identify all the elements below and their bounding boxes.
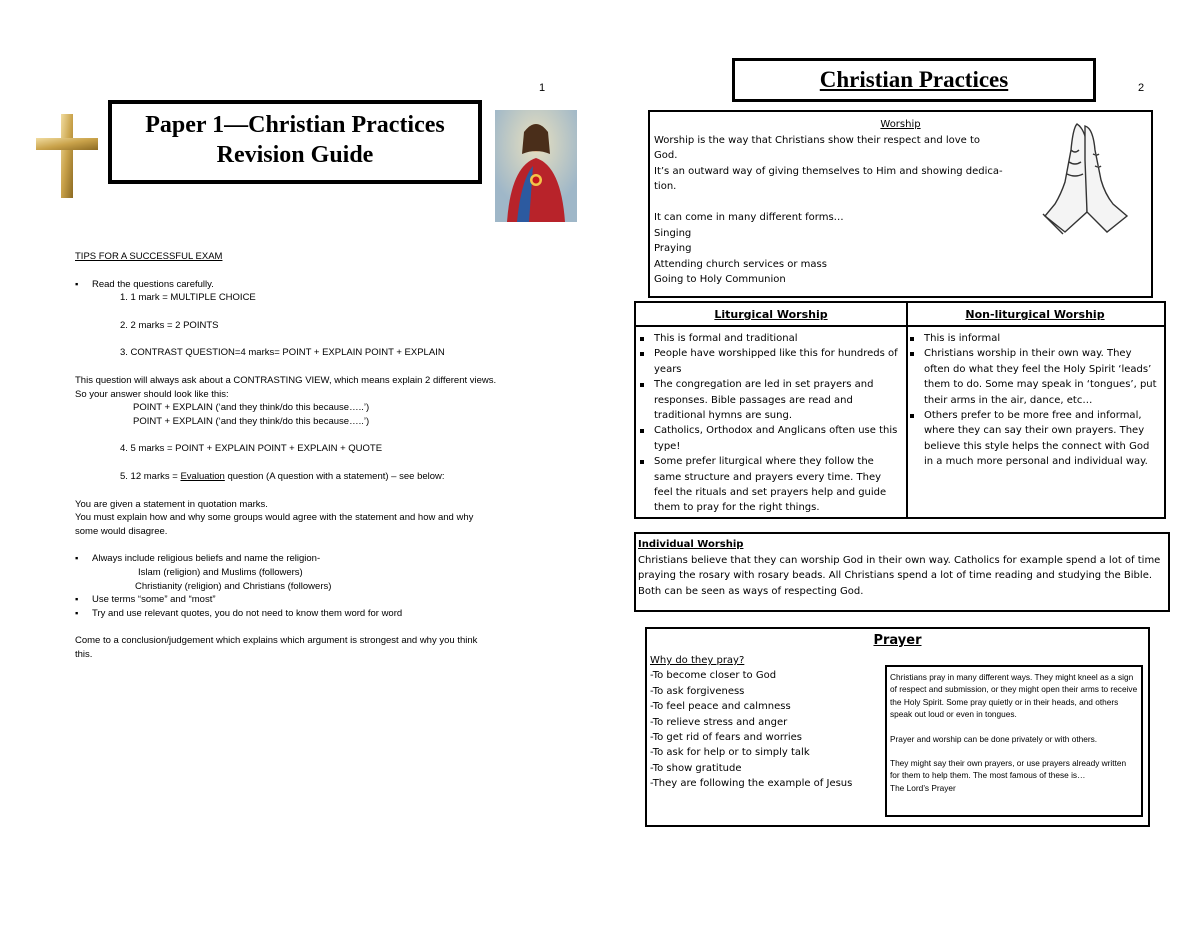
prayer-info-paragraph: The Lord’s Prayer xyxy=(890,782,956,793)
tips-heading: TIPS FOR A SUCCESSFUL EXAM xyxy=(75,251,223,262)
worship-line: It can come in many different forms… xyxy=(654,212,844,223)
list-item: This is formal and traditional xyxy=(654,331,902,346)
worship-line: tion. xyxy=(654,181,677,192)
worship-line: Attending church services or mass xyxy=(654,258,827,270)
tip-item-5: 5. 12 marks = Evaluation question (A question with a statement) – see below: xyxy=(120,470,445,482)
islam-line: Islam (religion) and Muslims (followers) xyxy=(138,566,303,578)
statement-line: You are given a statement in quotation marks. xyxy=(75,498,268,510)
contrast-example-2: POINT + EXPLAIN (‘and they think/do this because…..’) xyxy=(133,415,370,427)
exam-tips: TIPS FOR A SUCCESSFUL EXAM ▪ Read the questions carefully. 1. 1 mark = MULTIPLE CHOICE 2. 2 marks = 2 POINTS 3. CONTRAST QUESTION=4 marks= POINT + EXPLAIN POINT + EXPLAIN This question will always ask about a CONTRASTING VIEW, which means explain 2 different views. So your answer should look like this: POINT + EXPLAIN (‘and they think/do this because…..’) POINT + EXPLAIN (‘and they think/do this because…..’) 4. 5 marks = POINT + EXPLAIN POINT + EXPLAIN + QUOTE 5. 12 marks = Evaluation question (A question with a statement) – see below: You are given a statement in quotation marks. You must explain how and why some groups would agree with the statement and how and why some would disagree. ▪ Always include religious beliefs and name the religion- Islam (religion) and Muslims (followers) Christianity (religion) and Christians (followers) ▪ Use terms “some” and “most” ▪ Try and use relevant quotes, you do not need to know them word for word Come to a conclusion/judgement which explains which argument is strongest and why you think this. xyxy=(75,250,545,661)
list-item: Some prefer liturgical where they follow the same structure and prayers every time. They feel the rituals and set prayers help and guide them to pray for the right things. xyxy=(654,454,902,516)
christian-practices-title-box xyxy=(732,58,1096,102)
tip-terms: Use terms “some” and “most” xyxy=(92,594,216,606)
title-box xyxy=(108,100,482,184)
prayer-info-paragraph: Christians pray in many different ways. They might kneel as a sign of respect and submission, or they might open their arms to receive the Holy Spirit. Some pray quietly or in their heads, and others speak out loud or even in tongues. xyxy=(890,672,1138,720)
list-item: -To ask forgiveness xyxy=(650,685,745,697)
worship-line: God. xyxy=(654,150,678,161)
prayer-info-paragraph: They might say their own prayers, or use prayers already written for them to help them. The most famous of these is… xyxy=(890,758,1127,781)
prayer-box xyxy=(645,627,1150,827)
tip-quotes: Try and use relevant quotes, you do not need to know them word for word xyxy=(92,607,403,619)
prayer-info-box xyxy=(885,665,1143,817)
list-item: The congregation are led in set prayers and responses. Bible passages are read and traditional hymns are sung. xyxy=(654,377,902,423)
liturgical-list xyxy=(636,331,902,516)
title-line-2: Revision Guide xyxy=(216,142,374,168)
explain-line-1: You must explain how and why some groups would agree with the statement and how and why xyxy=(75,512,474,524)
title-line-1: Paper 1—Christian Practices xyxy=(145,112,445,138)
christianity-line: Christianity (religion) and Christians (followers) xyxy=(135,580,332,592)
tip-item-4: 4. 5 marks = POINT + EXPLAIN POINT + EXPLAIN + QUOTE xyxy=(120,443,383,455)
list-item: Catholics, Orthodox and Anglicans often use this type! xyxy=(654,423,902,454)
jesus-image xyxy=(495,110,577,222)
tip-item-3: 3. CONTRAST QUESTION=4 marks= POINT + EXPLAIN POINT + EXPLAIN xyxy=(120,347,445,359)
contrast-line-2: So your answer should look like this: xyxy=(75,388,229,400)
worship-line: Going to Holy Communion xyxy=(654,274,786,285)
explain-line-2: some would disagree. xyxy=(75,525,168,537)
contrast-line-1: This question will always ask about a CONTRASTING VIEW, which means explain 2 different views. xyxy=(75,374,497,386)
liturgical-heading: Liturgical Worship xyxy=(636,303,906,327)
worship-line: It’s an outward way of giving themselves to Him and showing dedica- xyxy=(654,165,1003,177)
tip-item-1: 1. 1 mark = MULTIPLE CHOICE xyxy=(120,292,256,304)
praying-hands-image xyxy=(1035,120,1135,235)
non-liturgical-heading: Non-liturgical Worship xyxy=(906,303,1164,327)
tip-religious-beliefs: Always include religious beliefs and name the religion- xyxy=(92,553,321,565)
conclusion-line-2: this. xyxy=(75,648,93,660)
contrast-example-1: POINT + EXPLAIN (‘and they think/do this because…..’) xyxy=(133,402,370,414)
prayer-reasons xyxy=(650,653,852,792)
list-item: -To become closer to God xyxy=(650,670,777,682)
worship-line: Worship is the way that Christians show their respect and love to xyxy=(654,134,981,146)
tip-item-2: 2. 2 marks = 2 POINTS xyxy=(120,319,219,331)
cross-image xyxy=(36,114,98,198)
why-pray-heading: Why do they pray? xyxy=(650,655,745,666)
tip-read-questions: Read the questions carefully. xyxy=(92,278,214,290)
list-item: -To relieve stress and anger xyxy=(650,716,788,728)
list-item: -To get rid of fears and worries xyxy=(650,732,803,744)
page-number-right: 2 xyxy=(1138,82,1145,94)
liturgical-table xyxy=(634,301,1166,519)
worship-heading: Worship xyxy=(880,119,921,130)
page-number-left: 1 xyxy=(539,82,546,94)
worship-line: Praying xyxy=(654,243,692,254)
individual-worship-heading: Individual Worship xyxy=(638,539,744,550)
individual-worship-text: Christians believe that they can worship God in their own way. Catholics for example spend a lot of time praying the rosary with rosary beads. All Christians spend a lot of time reading and studying the Bible. Both can be seen as ways of respecting God. xyxy=(638,554,1161,597)
non-liturgical-list xyxy=(906,331,1160,470)
prayer-info-paragraph: Prayer and worship can be done privately or with others. xyxy=(890,733,1098,744)
individual-worship-box xyxy=(634,532,1170,612)
prayer-heading: Prayer xyxy=(873,633,922,648)
list-item: Christians worship in their own way. They often do what they feel the Holy Spirit ‘leads’ them to do. Some may speak in ‘tongues’, put their arms in the air, dance, etc… xyxy=(924,346,1160,408)
list-item: -To ask for help or to simply talk xyxy=(650,747,810,759)
list-item: -To show gratitude xyxy=(650,762,742,774)
list-item: -They are following the example of Jesus xyxy=(650,778,853,790)
christian-practices-title: Christian Practices xyxy=(819,67,1009,92)
conclusion-line-1: Come to a conclusion/judgement which explains which argument is strongest and why you think xyxy=(75,635,478,647)
list-item: Others prefer to be more free and informal, where they can say their own prayers. They believe this style helps the connect with God in a much more personal and individual way. xyxy=(924,408,1160,470)
worship-line: Singing xyxy=(654,227,692,239)
list-item: -To feel peace and calmness xyxy=(650,701,791,713)
list-item: This is informal xyxy=(924,331,1160,346)
list-item: People have worshipped like this for hundreds of years xyxy=(654,346,902,377)
